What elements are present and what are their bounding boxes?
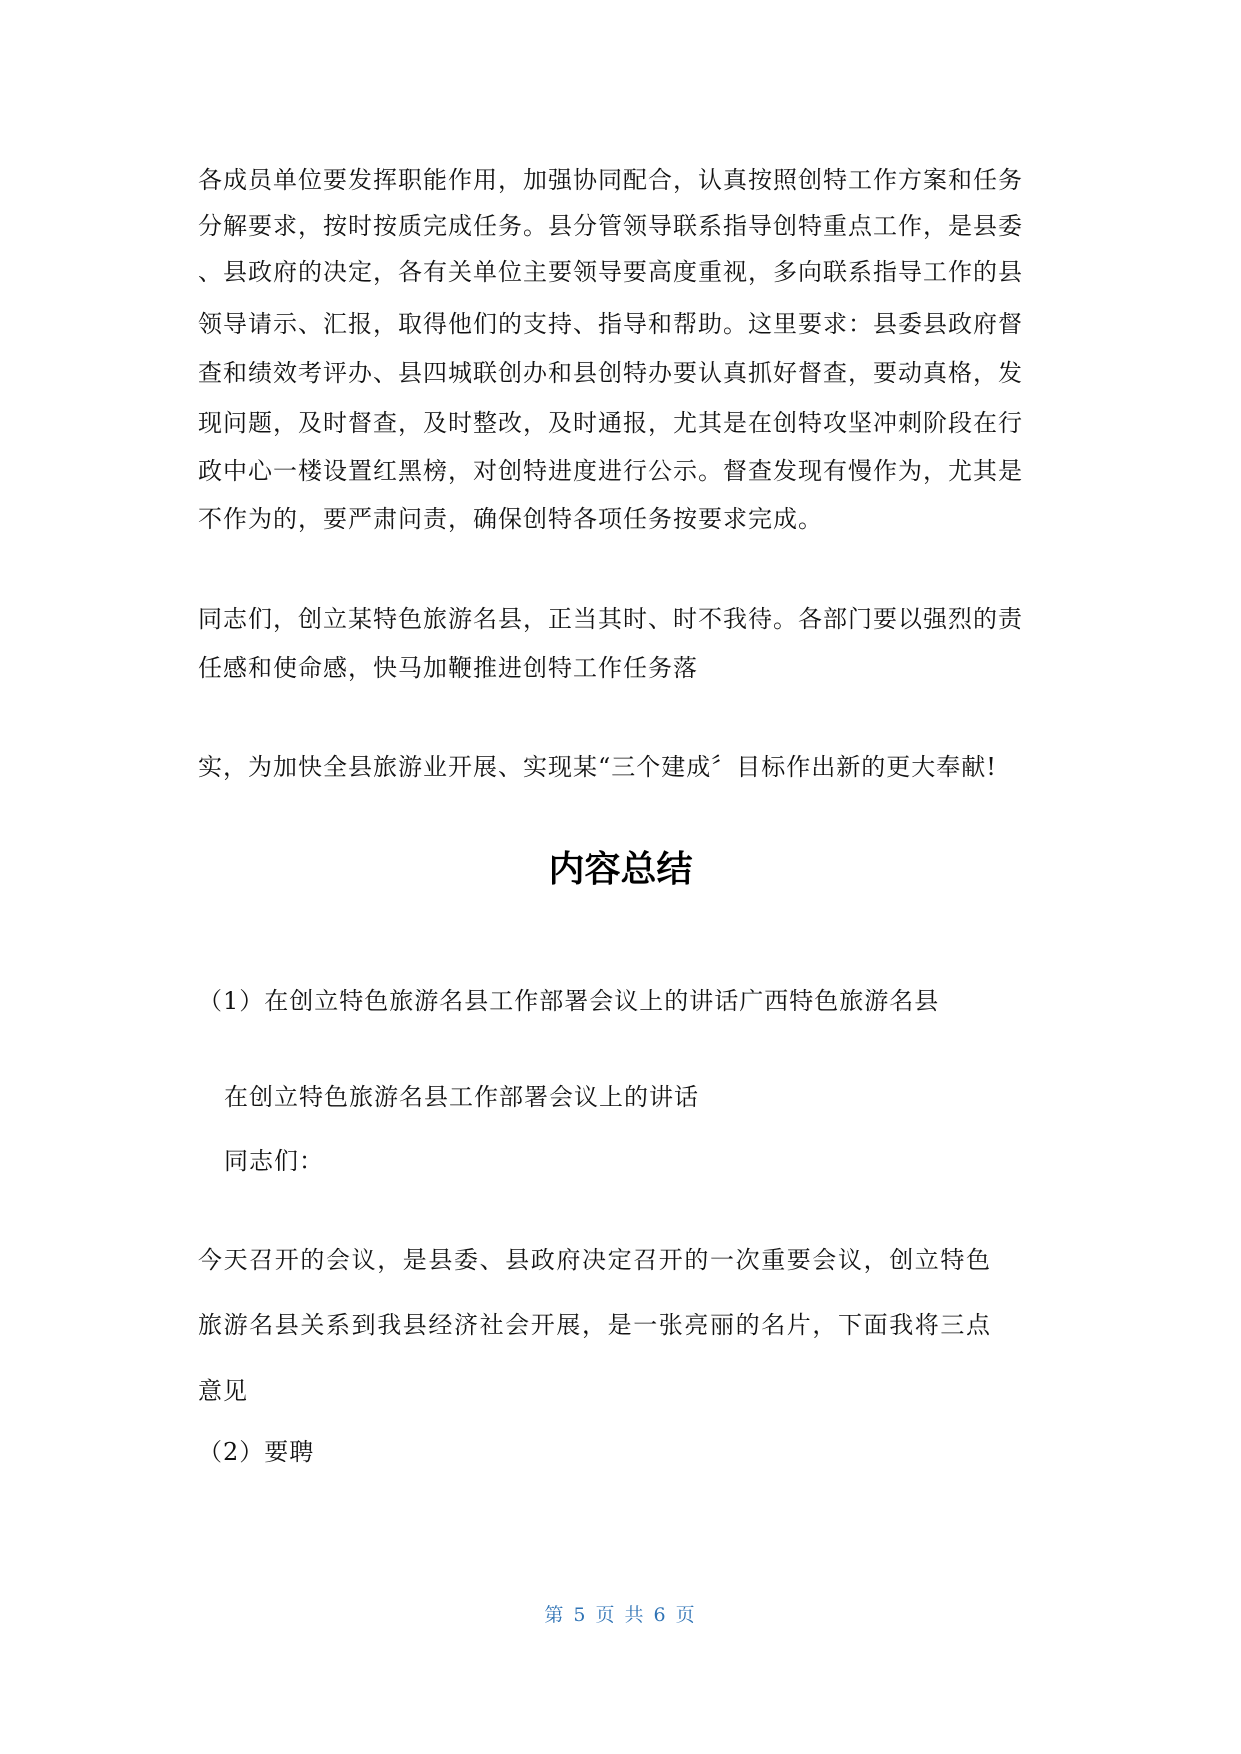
paragraph-line: 、县政府的决定，各有关单位主要领导要高度重视，多向联系指导工作的县 [198,258,1023,286]
paragraph-line: 政中心一楼设置红黑榜，对创特进度进行公示。督查发现有慢作为，尤其是 [198,457,1023,485]
summary-body-line: 今天召开的会议，是县委、县政府决定召开的一次重要会议，创立特色 [198,1246,992,1274]
paragraph-line: 领导请示、汇报，取得他们的支持、指导和帮助。这里要求：县委县政府督 [198,310,1023,338]
paragraph-line: 各成员单位要发挥职能作用，加强协同配合，认真按照创特工作方案和任务 [198,166,1023,194]
paragraph-line: 同志们，创立某特色旅游名县，正当其时、时不我待。各部门要以强烈的责 [198,605,1023,633]
summary-body-line: 旅游名县关系到我县经济社会开展，是一张亮丽的名片，下面我将三点 [198,1311,992,1339]
paragraph-line: 实，为加快全县旅游业开展、实现某“三个建成〞目标作出新的更大奉献! [198,753,997,781]
paragraph-line: 任感和使命感，快马加鞭推进创特工作任务落 [198,654,698,682]
summary-item-2: （2）要聘 [198,1438,315,1466]
speech-title: 在创立特色旅游名县工作部署会议上的讲话 [224,1083,699,1111]
paragraph-line: 现问题，及时督查，及时整改，及时通报，尤其是在创特攻坚冲刺阶段在行 [198,409,1023,437]
summary-item-1: （1）在创立特色旅游名县工作部署会议上的讲话广西特色旅游名县 [198,987,940,1015]
summary-body-line: 意见 [198,1377,248,1405]
page-number-footer: 第 5 页 共 6 页 [544,1604,697,1626]
salutation: 同志们： [224,1147,324,1175]
summary-heading: 内容总结 [548,849,693,890]
paragraph-line: 不作为的，要严肃问责，确保创特各项任务按要求完成。 [198,505,823,533]
paragraph-line: 分解要求，按时按质完成任务。县分管领导联系指导创特重点工作，是县委 [198,212,1023,240]
paragraph-line: 查和绩效考评办、县四城联创办和县创特办要认真抓好督查，要动真格，发 [198,359,1023,387]
